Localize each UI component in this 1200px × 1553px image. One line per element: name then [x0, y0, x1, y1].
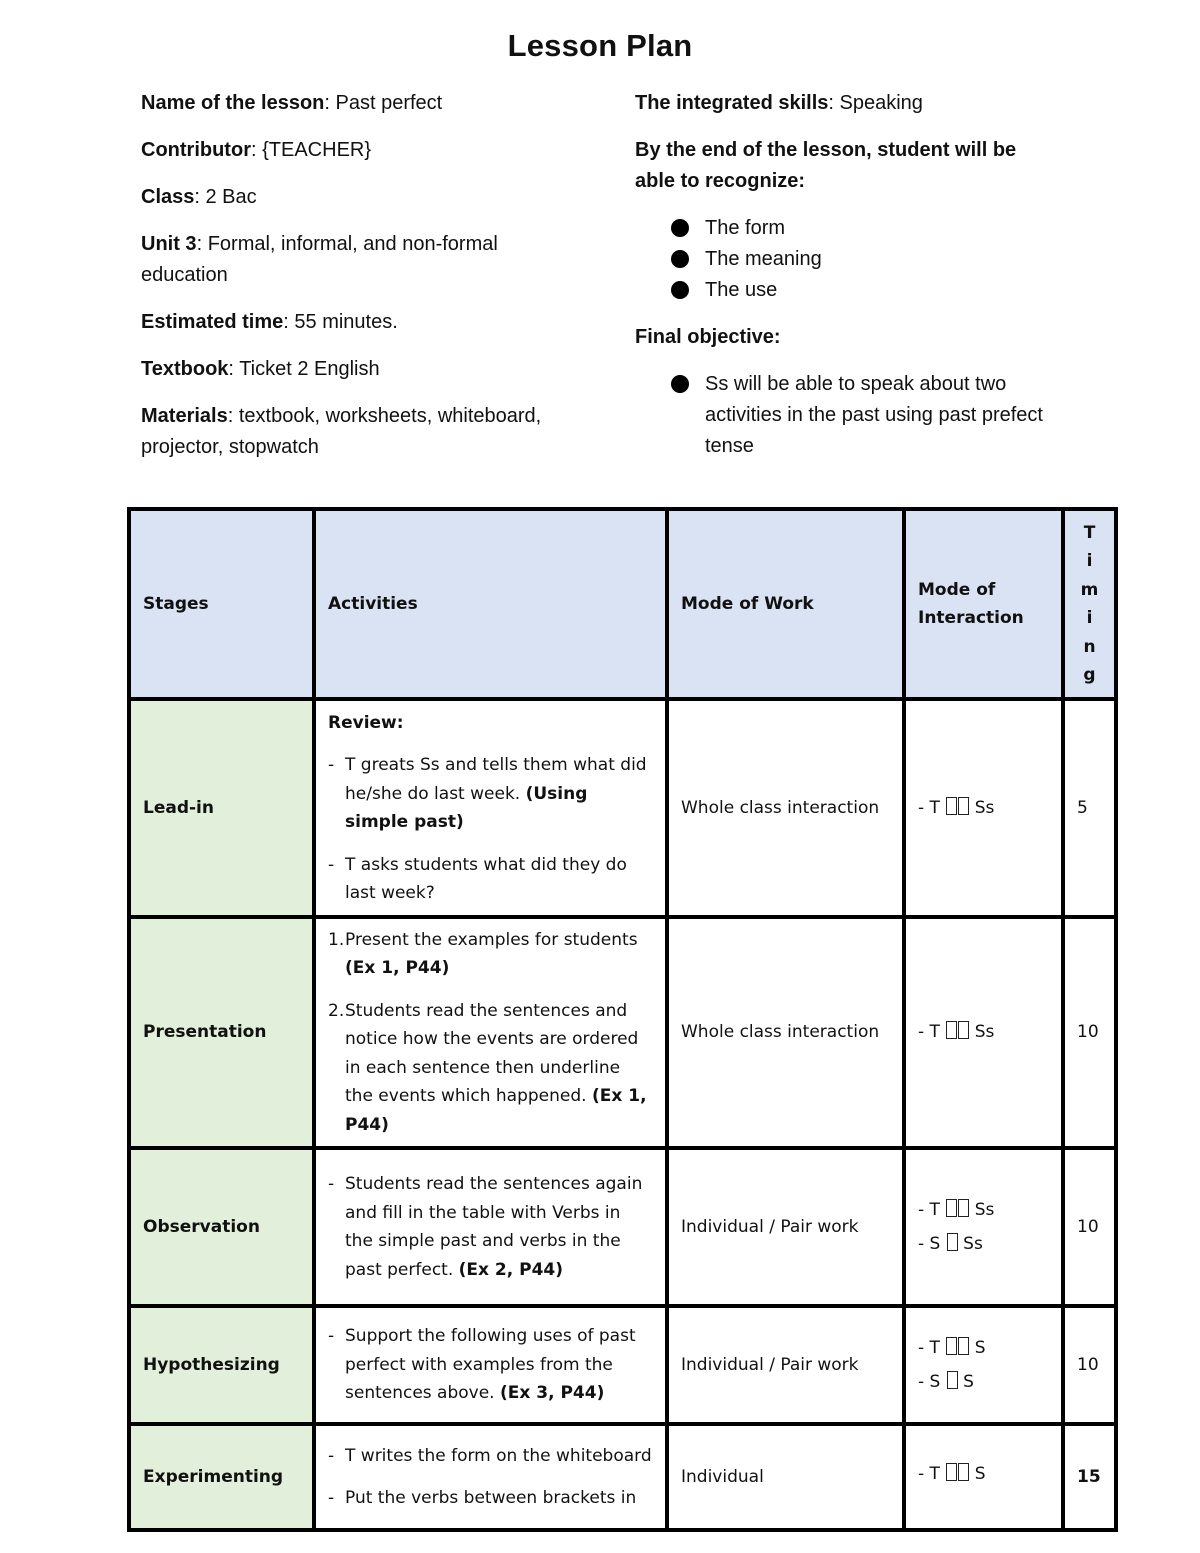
timing-cell: 10 — [1063, 1148, 1116, 1306]
stage-cell: Lead-in — [129, 699, 314, 917]
lesson-info — [141, 88, 561, 479]
interaction-item: - T S — [918, 1463, 986, 1484]
interaction-cell — [904, 699, 1063, 917]
lesson-objectives — [635, 88, 1055, 478]
mode-of-work-cell: Whole class interaction — [667, 699, 904, 917]
activity-item: - Put the verbs between brackets in — [328, 1488, 637, 1508]
materials: Materials: textbook, worksheets, whiteboard, projector, stopwatch — [141, 405, 542, 458]
integrated-skills: The integrated skills: Speaking — [635, 92, 923, 114]
activity-item: 2. Students read the sentences and notice how the events are ordered in each sentence then underline the events which happened. (Ex 1, P44) — [328, 1000, 647, 1135]
mode-of-work-cell: Individual / Pair work — [667, 1148, 904, 1306]
page-title: Lesson Plan — [507, 28, 693, 63]
interaction-item: - T S — [918, 1337, 986, 1358]
textbook: Textbook: Ticket 2 English — [141, 358, 380, 380]
header-mode-of-work: Mode of Work — [667, 509, 904, 699]
contributor: Contributor: {TEACHER} — [141, 139, 372, 161]
timing-cell: 10 — [1063, 917, 1116, 1148]
review-label: Review: — [328, 712, 404, 733]
timing-cell: 15 — [1063, 1424, 1116, 1530]
final-objective-heading: Final objective: — [635, 326, 781, 348]
table-row — [129, 1306, 1116, 1424]
interaction-cell — [904, 1424, 1063, 1530]
header-activities: Activities — [314, 509, 667, 699]
stage-cell: Presentation — [129, 917, 314, 1148]
activities-cell — [314, 1148, 667, 1306]
interaction-item: - T Ss — [918, 1199, 995, 1220]
interaction-item: - S Ss — [918, 1234, 983, 1254]
table-row — [129, 699, 1116, 917]
estimated-time: Estimated time: 55 minutes. — [141, 311, 398, 333]
activities-cell — [314, 1424, 667, 1530]
interaction-cell — [904, 917, 1063, 1148]
activity-item: - T writes the form on the whiteboard — [328, 1445, 652, 1466]
lesson-name: Name of the lesson: Past perfect — [141, 92, 443, 114]
stage-cell: Hypothesizing — [129, 1306, 314, 1424]
objectives-list — [635, 213, 1055, 306]
activity-item: 1. Present the examples for students (Ex 1, P44) — [328, 929, 638, 979]
activity-item: - T asks students what did they do last week? — [328, 854, 627, 903]
list-item: The meaning — [705, 244, 1055, 275]
interaction-item: - T Ss — [918, 1022, 995, 1043]
unit-info: Unit 3: Formal, informal, and non-formal education — [141, 233, 498, 286]
activities-cell — [314, 1306, 667, 1424]
list-item: Ss will be able to speak about two activities in the past using past prefect tense — [705, 369, 1055, 462]
stage-cell: Observation — [129, 1148, 314, 1306]
list-item: The form — [705, 213, 1055, 244]
interaction-item: - S S — [918, 1372, 974, 1392]
class-info: Class: 2 Bac — [141, 186, 257, 208]
objectives-heading: By the end of the lesson, student will be able to recognize: — [635, 139, 1017, 192]
lesson-plan-table — [127, 507, 1118, 1532]
interaction-cell — [904, 1148, 1063, 1306]
mode-of-work-cell: Whole class interaction — [667, 917, 904, 1148]
activity-item: - Students read the sentences again and fill in the table with Verbs in the simple past and verbs in the past perfect. (Ex 2, P44) — [328, 1174, 643, 1280]
list-item: The use — [705, 275, 1055, 306]
activity-item: - Support the following uses of past perfect with examples from the sentences above. (Ex 3, P44) — [328, 1326, 636, 1404]
activities-cell — [314, 917, 667, 1148]
interaction-cell — [904, 1306, 1063, 1424]
header-mode-of-interaction: Mode of Interaction — [904, 509, 1063, 699]
timing-vertical-label: T i m i n g — [1080, 522, 1099, 685]
timing-cell: 5 — [1063, 699, 1116, 917]
header-stages: Stages — [129, 509, 314, 699]
table-header-row — [129, 509, 1116, 699]
stage-cell: Experimenting — [129, 1424, 314, 1530]
activities-cell — [314, 699, 667, 917]
final-objective-list — [635, 369, 1055, 462]
table-row — [129, 917, 1116, 1148]
interaction-item: - T Ss — [918, 797, 995, 818]
table-row — [129, 1424, 1116, 1530]
mode-of-work-cell: Individual — [667, 1424, 904, 1530]
activity-item: - T greats Ss and tells them what did he/she do last week. (Using simple past) — [328, 755, 647, 832]
timing-cell: 10 — [1063, 1306, 1116, 1424]
mode-of-work-cell: Individual / Pair work — [667, 1306, 904, 1424]
header-timing — [1063, 509, 1116, 699]
table-row — [129, 1148, 1116, 1306]
